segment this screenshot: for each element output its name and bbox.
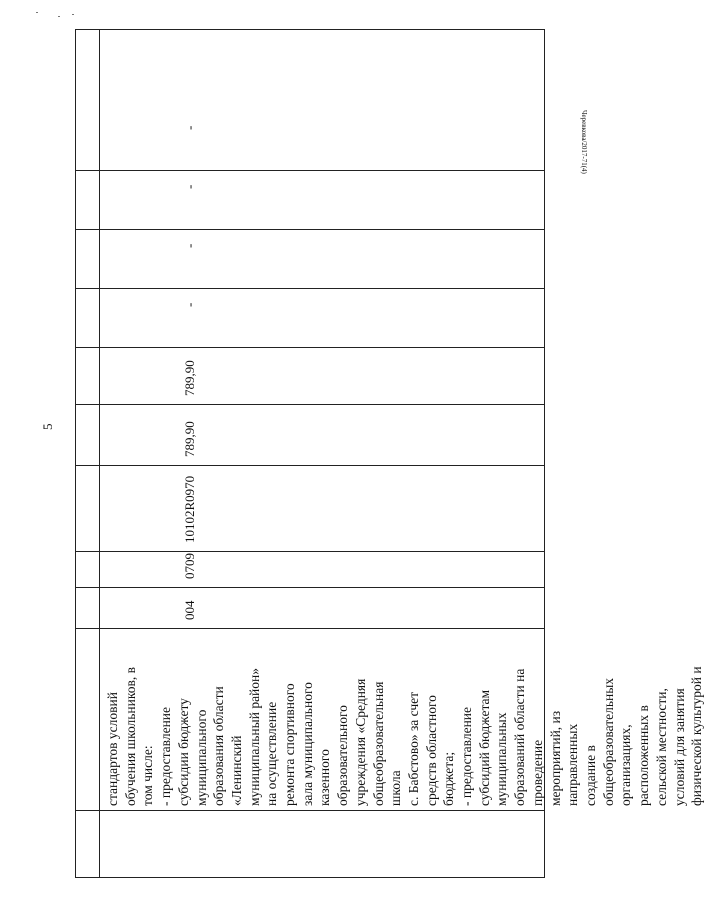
description-line: учреждения «Средняя bbox=[352, 678, 368, 806]
amount-cell-2: 789,90 bbox=[100, 348, 545, 405]
description-line: проведение bbox=[529, 739, 545, 806]
description-line: - предоставление bbox=[459, 706, 475, 806]
description-line: муниципального bbox=[193, 709, 209, 806]
blank-cell bbox=[76, 348, 100, 405]
description-cell bbox=[100, 629, 705, 811]
description-line: школа bbox=[388, 770, 404, 806]
description-line: образований области на bbox=[512, 668, 528, 806]
description-line: направленных bbox=[565, 723, 581, 806]
description-line: условий для занятия bbox=[671, 688, 687, 806]
description-line: мероприятий, из bbox=[547, 710, 563, 806]
description-line: зала муниципального bbox=[299, 682, 315, 806]
dash-cell-4: - bbox=[100, 30, 545, 171]
blank-cell bbox=[76, 811, 100, 878]
blank-cell bbox=[76, 230, 100, 289]
description-line: бюджета; bbox=[441, 751, 457, 806]
description-line: средств областного bbox=[423, 695, 439, 806]
description-line: ремонта спортивного bbox=[282, 683, 298, 806]
description-line: стандартов условий bbox=[105, 692, 120, 806]
document-side-note: Черевкова/2017-71(4) bbox=[580, 110, 588, 174]
description-line: создание в bbox=[582, 745, 598, 806]
blank-cell bbox=[76, 30, 100, 171]
blank-cell bbox=[76, 466, 100, 552]
page-number: 5 bbox=[40, 423, 55, 430]
description-text bbox=[100, 629, 705, 810]
description-line: с. Бабстово» за счет bbox=[405, 691, 421, 806]
amount-cell-1: 789,90 bbox=[100, 405, 545, 466]
description-line: субсидии бюджету bbox=[175, 698, 191, 806]
blank-cell bbox=[76, 405, 100, 466]
description-line: на осуществление bbox=[264, 701, 280, 806]
target-code-cell: 10102R0970 bbox=[100, 466, 545, 552]
description-line: образовательного bbox=[335, 705, 351, 806]
description-line: муниципальных bbox=[494, 712, 510, 806]
section-code-cell: 0709 bbox=[100, 552, 545, 588]
blank-cell bbox=[100, 811, 545, 878]
description-line: общеобразовательных bbox=[600, 677, 616, 806]
description-line: «Ленинский bbox=[228, 735, 244, 806]
description-line: том числе: bbox=[140, 745, 156, 806]
description-line: сельской местности, bbox=[653, 688, 669, 806]
blank-cell bbox=[76, 171, 100, 230]
description-line: казенного bbox=[317, 749, 333, 806]
blank-cell bbox=[76, 588, 100, 629]
ministry-code-cell: 004 bbox=[100, 588, 545, 629]
description-line: физической культурой и bbox=[689, 666, 705, 806]
description-line: - предоставление bbox=[158, 706, 174, 806]
description-line: обучения школьников, в bbox=[122, 667, 138, 806]
description-line: образования области bbox=[211, 686, 227, 806]
description-line: расположенных в bbox=[636, 705, 652, 806]
description-line: субсидий бюджетам bbox=[476, 689, 492, 806]
description-line: организациях, bbox=[618, 724, 634, 806]
blank-cell bbox=[76, 629, 100, 811]
dash-cell-1: - bbox=[100, 289, 545, 348]
description-line: общеобразовательная bbox=[370, 681, 386, 806]
description-line: муниципальный район» bbox=[246, 667, 262, 806]
blank-cell bbox=[76, 289, 100, 348]
dash-cell-2: - bbox=[100, 230, 545, 289]
blank-cell bbox=[76, 552, 100, 588]
dash-cell-3: - bbox=[100, 171, 545, 230]
